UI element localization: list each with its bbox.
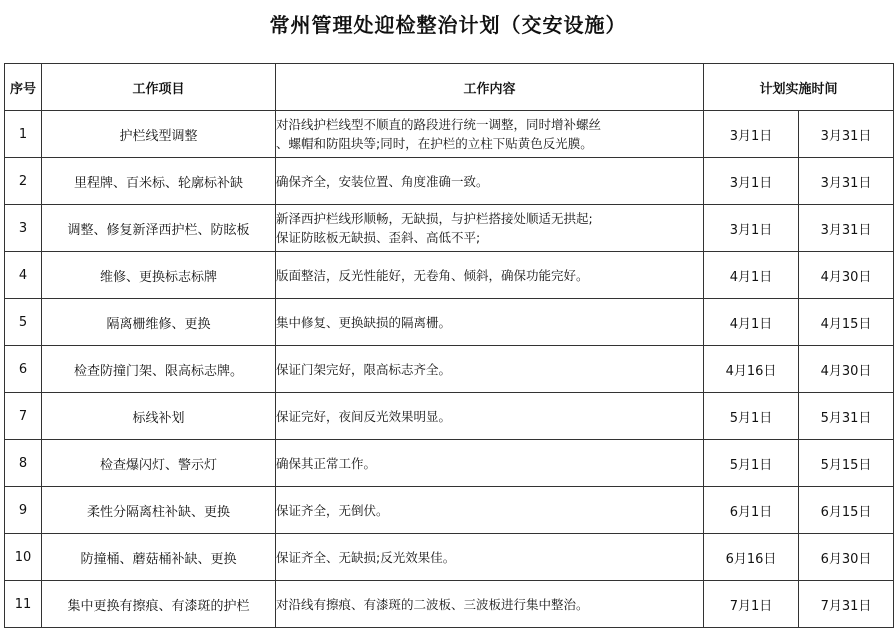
start-date: 3月1日 xyxy=(704,158,799,205)
table-row xyxy=(5,299,894,346)
work-item: 调整、修复新泽西护栏、防眩板 xyxy=(42,205,276,252)
row-number: 2 xyxy=(5,158,42,205)
work-content xyxy=(276,487,704,534)
work-content xyxy=(276,346,704,393)
work-item: 集中更换有擦痕、有漆斑的护栏 xyxy=(42,581,276,628)
start-date: 4月16日 xyxy=(704,346,799,393)
work-content-line: 对沿线有擦痕、有漆斑的二波板、三波板进行集中整治。 xyxy=(276,596,589,612)
work-item: 标线补划 xyxy=(42,393,276,440)
work-content-line: 保证齐全、无缺损;反光效果佳。 xyxy=(276,549,456,565)
start-date: 5月1日 xyxy=(704,393,799,440)
end-date: 6月15日 xyxy=(799,487,894,534)
work-content xyxy=(276,393,704,440)
table-row xyxy=(5,393,894,440)
row-number: 3 xyxy=(5,205,42,252)
table-body xyxy=(5,111,894,628)
row-number: 7 xyxy=(5,393,42,440)
end-date: 4月30日 xyxy=(799,346,894,393)
work-item: 检查防撞门架、限高标志牌。 xyxy=(42,346,276,393)
plan-table xyxy=(4,63,894,628)
row-number: 5 xyxy=(5,299,42,346)
work-content-line: 保证完好，夜间反光效果明显。 xyxy=(276,408,452,424)
row-number: 11 xyxy=(5,581,42,628)
work-content xyxy=(276,205,704,252)
work-content xyxy=(276,111,704,158)
work-item: 隔离栅维修、更换 xyxy=(42,299,276,346)
end-date: 3月31日 xyxy=(799,111,894,158)
work-item: 防撞桶、蘑菇桶补缺、更换 xyxy=(42,534,276,581)
row-number: 1 xyxy=(5,111,42,158)
header-time: 计划实施时间 xyxy=(704,64,894,111)
work-item: 护栏线型调整 xyxy=(42,111,276,158)
work-content xyxy=(276,534,704,581)
work-content-line: 集中修复、更换缺损的隔离栅。 xyxy=(276,314,452,330)
row-number: 6 xyxy=(5,346,42,393)
end-date: 7月31日 xyxy=(799,581,894,628)
end-date: 4月15日 xyxy=(799,299,894,346)
table-row xyxy=(5,346,894,393)
work-content-line: 确保其正常工作。 xyxy=(276,455,377,471)
work-item: 里程牌、百米标、轮廓标补缺 xyxy=(42,158,276,205)
end-date: 6月30日 xyxy=(799,534,894,581)
work-content-line: 保证门架完好，限高标志齐全。 xyxy=(276,361,452,377)
header-num: 序号 xyxy=(5,64,42,111)
work-item: 维修、更换标志标牌 xyxy=(42,252,276,299)
end-date: 3月31日 xyxy=(799,205,894,252)
work-content xyxy=(276,252,704,299)
work-item: 柔性分隔离柱补缺、更换 xyxy=(42,487,276,534)
work-item: 检查爆闪灯、警示灯 xyxy=(42,440,276,487)
start-date: 3月1日 xyxy=(704,111,799,158)
end-date: 5月31日 xyxy=(799,393,894,440)
start-date: 7月1日 xyxy=(704,581,799,628)
end-date: 5月15日 xyxy=(799,440,894,487)
work-content-line: 、螺帽和防阻块等;同时，在护栏的立柱下贴黄色反光膜。 xyxy=(276,136,593,151)
work-content xyxy=(276,440,704,487)
work-content-line: 对沿线护栏线型不顺直的路段进行统一调整，同时增补螺丝 xyxy=(276,117,602,132)
header-item: 工作项目 xyxy=(42,64,276,111)
table-row xyxy=(5,581,894,628)
table-row xyxy=(5,252,894,299)
header-content: 工作内容 xyxy=(276,64,704,111)
work-content-line: 保证齐全，无倒伏。 xyxy=(276,502,389,518)
row-number: 10 xyxy=(5,534,42,581)
row-number: 8 xyxy=(5,440,42,487)
start-date: 5月1日 xyxy=(704,440,799,487)
table-row xyxy=(5,205,894,252)
start-date: 3月1日 xyxy=(704,205,799,252)
table-row xyxy=(5,534,894,581)
table-row xyxy=(5,158,894,205)
table-row xyxy=(5,487,894,534)
table-header xyxy=(5,64,894,111)
row-number: 9 xyxy=(5,487,42,534)
work-content-line: 保证防眩板无缺损、歪斜、高低不平; xyxy=(276,230,481,245)
end-date: 3月31日 xyxy=(799,158,894,205)
row-number: 4 xyxy=(5,252,42,299)
work-content-line: 确保齐全，安装位置、角度准确一致。 xyxy=(276,173,489,189)
work-content-line: 新泽西护栏线形顺畅，无缺损，与护栏搭接处顺适无拱起; xyxy=(276,211,593,226)
page-title: 常州管理处迎检整治计划（交安设施） xyxy=(269,13,627,37)
table-row xyxy=(5,440,894,487)
start-date: 6月16日 xyxy=(704,534,799,581)
work-content-line: 版面整洁，反光性能好，无卷角、倾斜，确保功能完好。 xyxy=(276,267,589,283)
table-row xyxy=(5,111,894,158)
work-content xyxy=(276,299,704,346)
work-content xyxy=(276,581,704,628)
start-date: 6月1日 xyxy=(704,487,799,534)
work-content xyxy=(276,158,704,205)
start-date: 4月1日 xyxy=(704,299,799,346)
start-date: 4月1日 xyxy=(704,252,799,299)
end-date: 4月30日 xyxy=(799,252,894,299)
